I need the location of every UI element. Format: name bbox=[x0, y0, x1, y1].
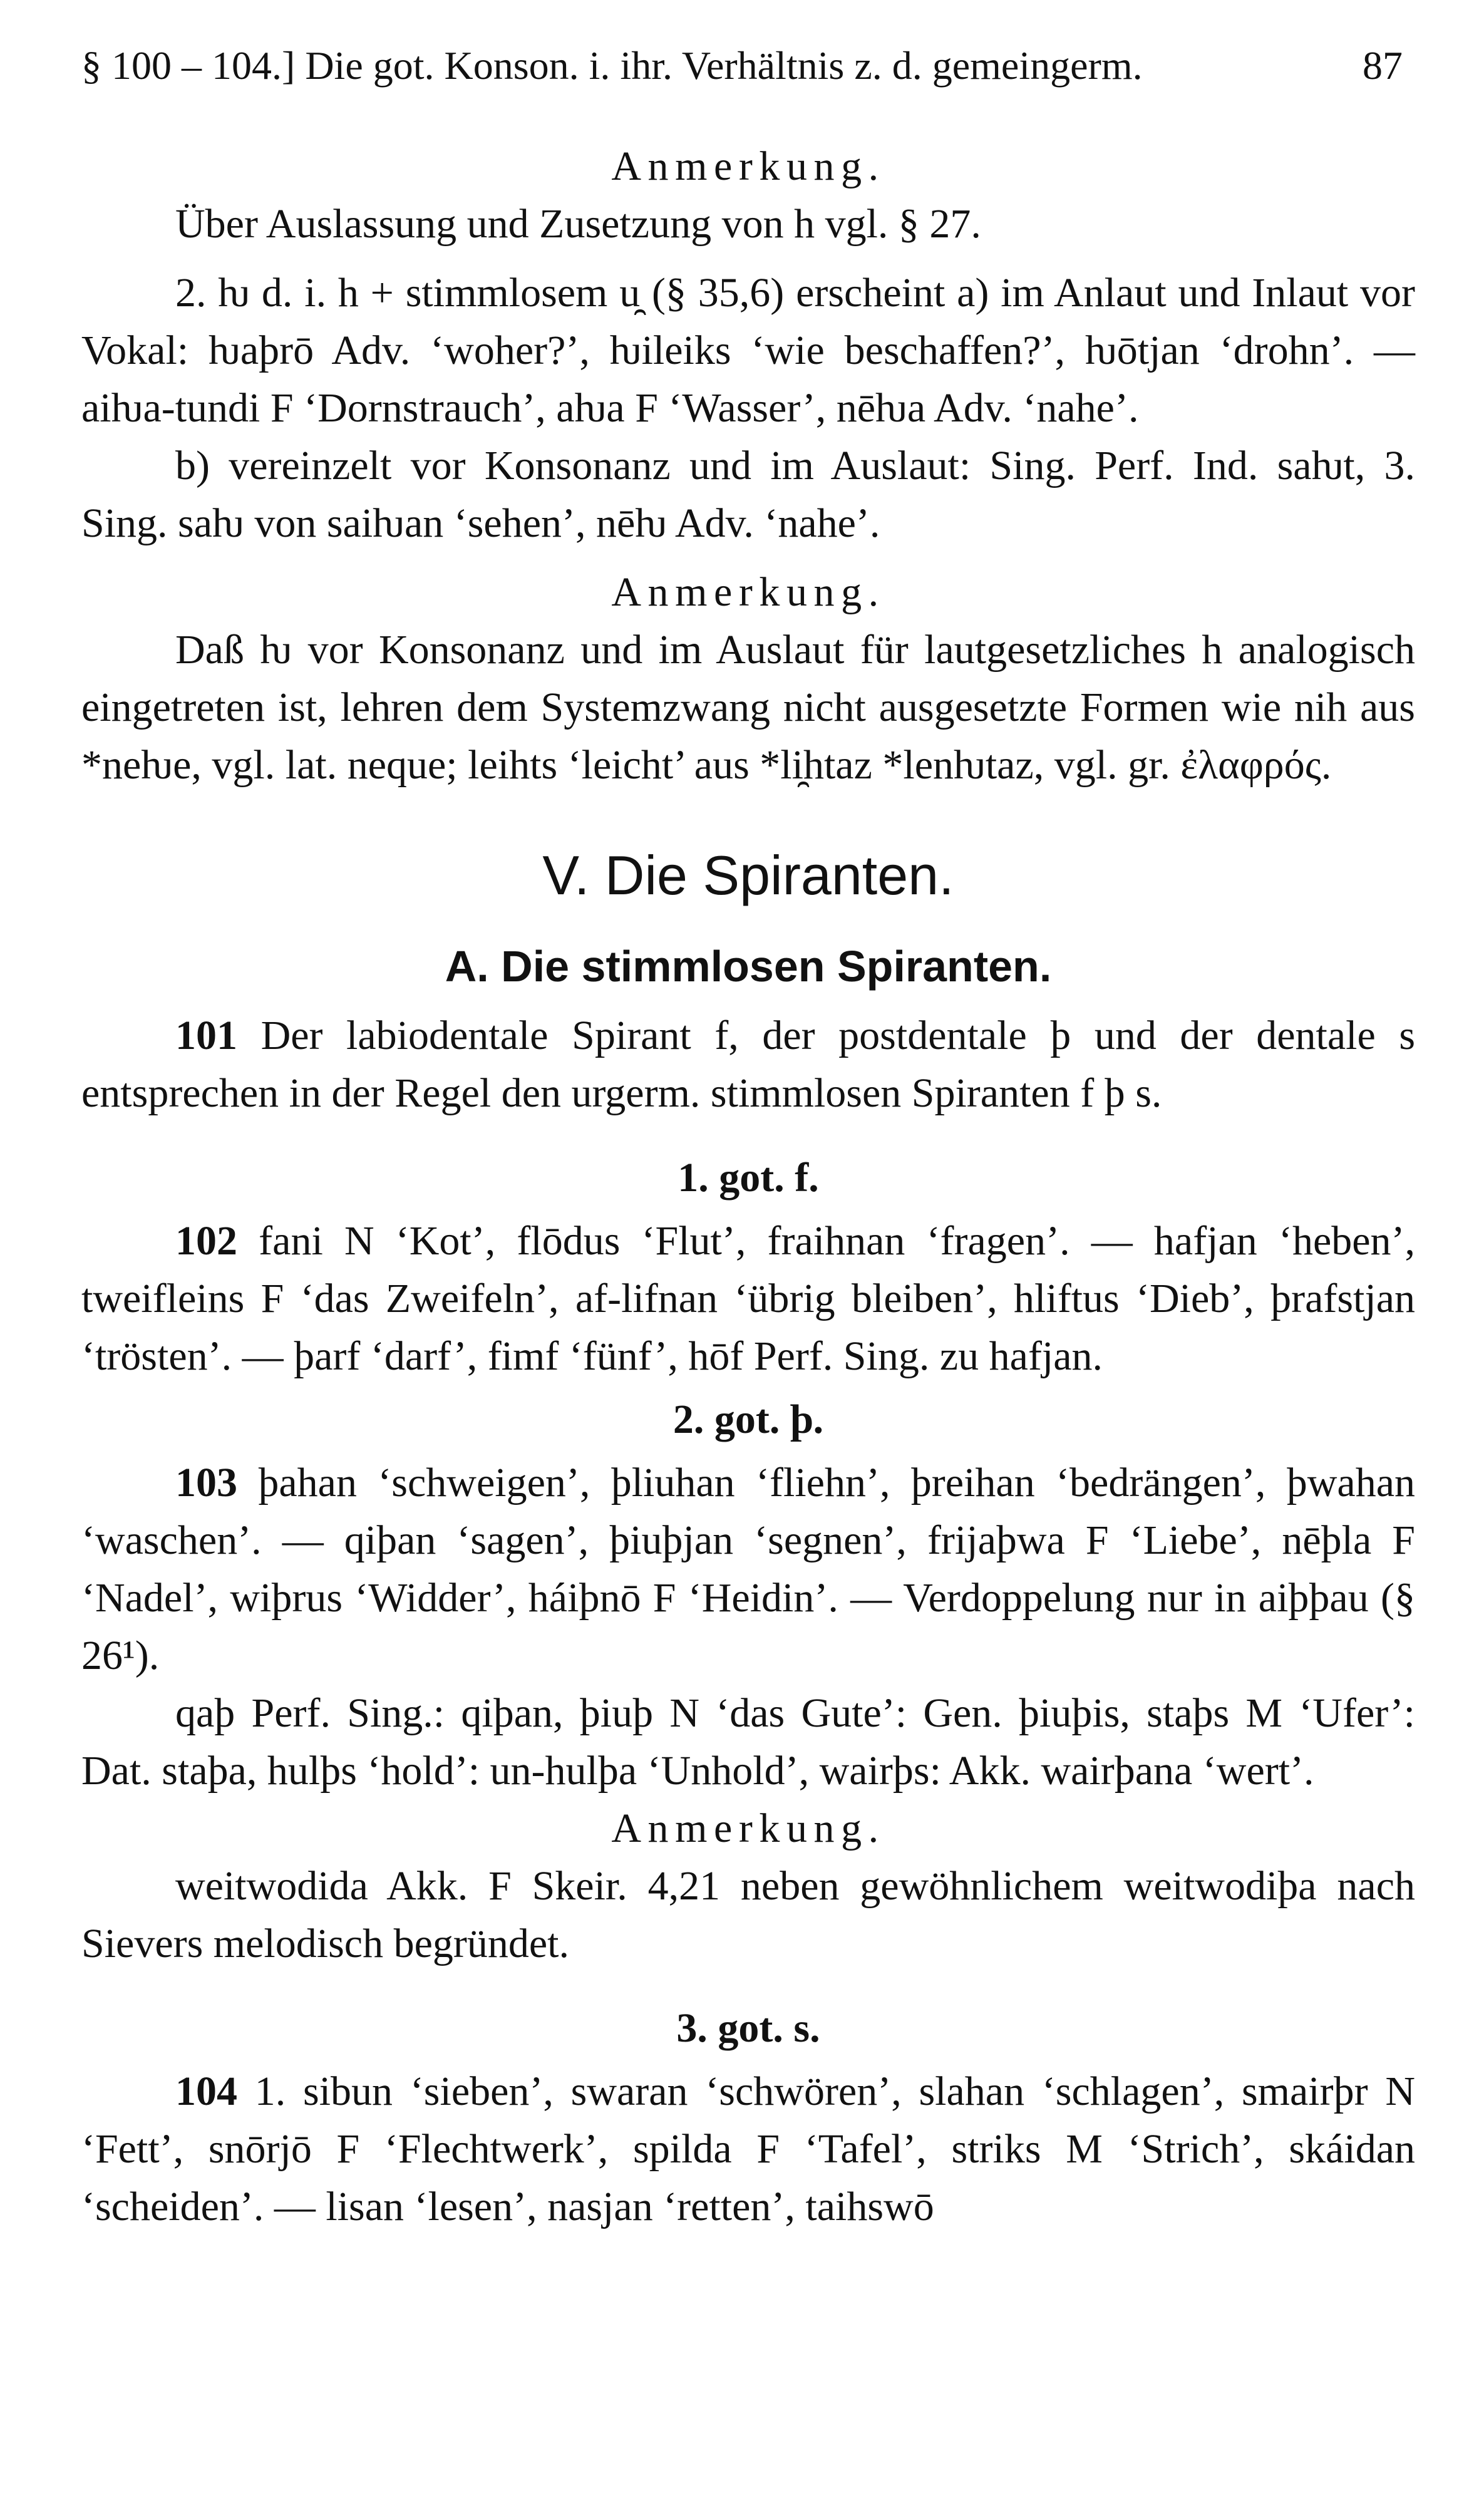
running-header bbox=[81, 38, 1415, 94]
running-head-title: § 100 – 104.] Die got. Konson. i. ihr. Verhältnis z. d. gemeingerm. bbox=[81, 43, 1143, 88]
subheading: 3. got. s. bbox=[676, 2005, 820, 2051]
anmerkung-heading: Anmerkung. bbox=[611, 569, 885, 615]
paragraph-number: 104 bbox=[175, 2069, 237, 2114]
paragraph-text: Der labiodentale Spirant f, der postdentale þ und der dentale s entsprechen in der Regel den urgerm. stimmlosen Spiranten f þ s. bbox=[81, 1013, 1416, 1116]
numbered-paragraph bbox=[81, 1454, 1415, 1685]
paragraph: qaþ Perf. Sing.: qiþan, þiuþ N ‘das Gute’: Gen. þiuþis, staþs M ‘Ufer’: Dat. staþa, hulþs ‘hold’: un-hulþa ‘Unhold’, wairþs: Akk. wairþana ‘wert’. bbox=[81, 1690, 1415, 1794]
paragraph-number: 101 bbox=[175, 1013, 237, 1058]
subheading: 1. got. f. bbox=[678, 1155, 819, 1201]
paragraph-number: 102 bbox=[175, 1218, 237, 1264]
paragraph: weitwodida Akk. F Skeir. 4,21 neben gewöhnlichem weitwodiþa nach Sievers melodisch begründet. bbox=[81, 1863, 1415, 1966]
subheading: 2. got. þ. bbox=[672, 1397, 824, 1442]
page-number: 87 bbox=[1363, 43, 1403, 88]
paragraph-text: þahan ‘schweigen’, þliuhan ‘fliehn’, þreihan ‘bedrängen’, þwahan ‘waschen’. — qiþan ‘sagen’, þiuþjan ‘segnen’, frijaþwa F ‘Liebe’, nēþla F ‘Nadel’, wiþrus ‘Widder’, háiþnō F ‘Heidin’. — Verdoppelung nur in aiþþau (§ 26¹). bbox=[81, 1460, 1415, 1678]
numbered-paragraph bbox=[81, 1007, 1415, 1122]
paragraph-text: 1. sibun ‘sieben’, swaran ‘schwören’, slahan ‘schlagen’, smairþr N ‘Fett’, snōrjō F ‘Flechtwerk’, spilda F ‘Tafel’, striks M ‘Strich’, skáidan ‘scheiden’. — lisan ‘lesen’, nasjan ‘retten’, taihswō bbox=[81, 2069, 1415, 2229]
paragraph: b) vereinzelt vor Konsonanz und im Auslaut: Sing. Perf. Ind. saƕt, 3. Sing. saƕ von saiƕan ‘sehen’, nēƕ Adv. ‘nahe’. bbox=[81, 443, 1415, 546]
section-heading: V. Die Spiranten. bbox=[542, 844, 954, 906]
numbered-paragraph bbox=[81, 2063, 1415, 2236]
book-page bbox=[81, 38, 1415, 2236]
paragraph: 2. ƕ d. i. h + stimmlosem u̯ (§ 35,6) erscheint a) im Anlaut und Inlaut vor Vokal: ƕaþrō Adv. ‘woher?’, ƕileiks ‘wie beschaffen?’, ƕōtjan ‘drohn’. — aiƕa-tundi F ‘Dornstrauch’, aƕa F ‘Wasser’, nēƕa Adv. ‘nahe’. bbox=[81, 270, 1415, 431]
paragraph-number: 103 bbox=[175, 1460, 237, 1506]
numbered-paragraph bbox=[81, 1212, 1415, 1385]
paragraph-text: fani N ‘Kot’, flōdus ‘Flut’, fraihnan ‘fragen’. — hafjan ‘heben’, tweifleins F ‘das Zweifeln’, af-lifnan ‘übrig bleiben’, hliftus ‘Dieb’, þrafstjan ‘trösten’. — þarf ‘darf’, fimf ‘fünf’, hōf Perf. Sing. zu hafjan. bbox=[81, 1218, 1416, 1379]
anmerkung-heading: Anmerkung. bbox=[611, 143, 885, 189]
paragraph: Daß ƕ vor Konsonanz und im Auslaut für lautgesetzliches h analogisch eingetreten ist, lehren dem Systemzwang nicht ausgesetzte Formen wie nih aus *neƕe, vgl. lat. neque; leihts ‘leicht’ aus *li̯htaz *lenƕtaz, vgl. gr. ἐλαφρός. bbox=[81, 627, 1415, 788]
paragraph: Über Auslassung und Zusetzung von h vgl. § 27. bbox=[175, 201, 981, 247]
subsection-heading: A. Die stimmlosen Spiranten. bbox=[445, 942, 1052, 991]
anmerkung-heading: Anmerkung. bbox=[611, 1805, 885, 1851]
